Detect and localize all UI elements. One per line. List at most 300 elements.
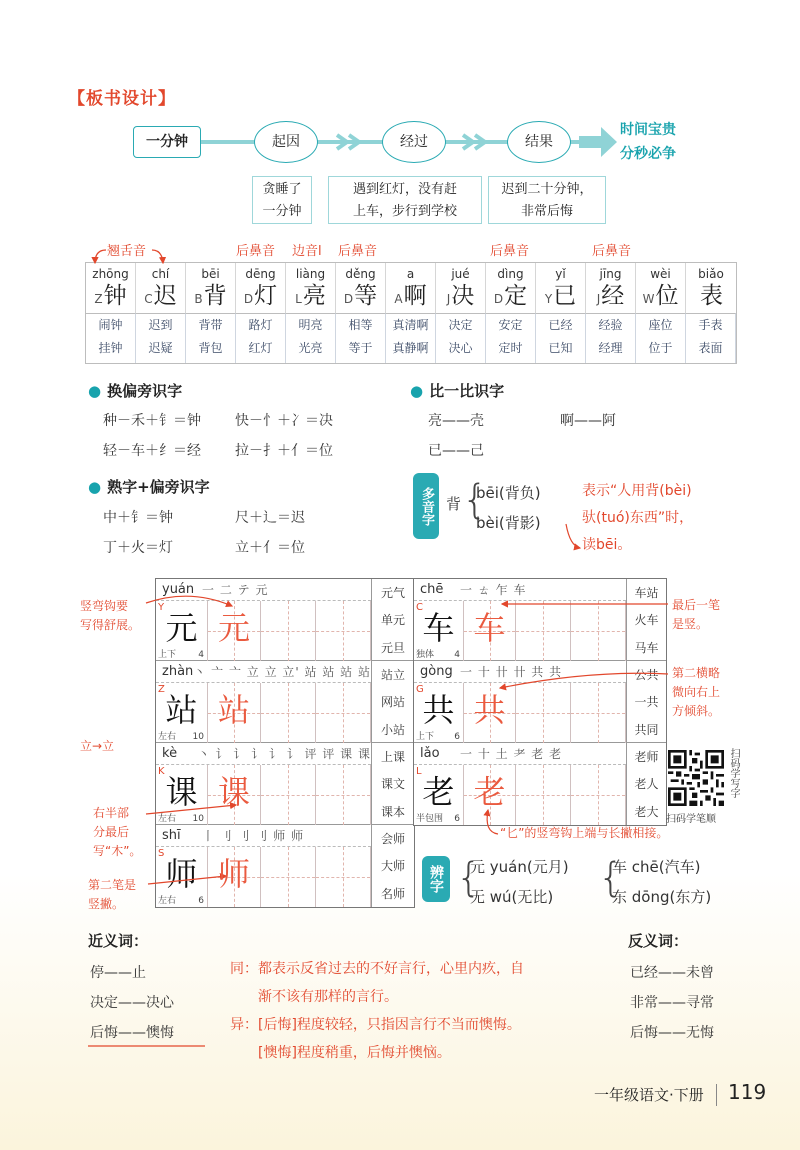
structure-label: 左右 bbox=[158, 814, 177, 824]
antonyms-title: 反义词： bbox=[628, 932, 689, 950]
practice-cell bbox=[516, 601, 571, 661]
writing-tip bbox=[80, 597, 140, 635]
word: 单元 bbox=[380, 613, 405, 628]
tracing-character: 课 bbox=[217, 773, 250, 811]
character: 已 bbox=[553, 283, 577, 309]
words-cell bbox=[336, 313, 386, 363]
compare-pair: 亮——壳 bbox=[428, 413, 484, 429]
stroke-order-strip bbox=[156, 579, 371, 601]
writing-tip bbox=[88, 876, 136, 914]
word: 挂钟 bbox=[98, 341, 123, 355]
word: 相等 bbox=[348, 318, 373, 332]
initial-letter: K bbox=[158, 766, 165, 777]
synonym-pair: 决定——决心 bbox=[90, 995, 174, 1011]
tracing-character: 老 bbox=[473, 773, 506, 811]
writing-row bbox=[414, 743, 666, 825]
distinguish-item: 无 wú(无比) bbox=[470, 888, 554, 906]
character-cell bbox=[86, 263, 136, 313]
character-cell bbox=[336, 263, 386, 313]
character-line bbox=[636, 282, 685, 313]
compare-line bbox=[428, 410, 692, 430]
word: 课文 bbox=[380, 777, 405, 792]
pronunciation-note: 边音l bbox=[292, 244, 322, 259]
initial-letter: C bbox=[416, 602, 423, 613]
tip-line: 竖弯钩要 bbox=[80, 599, 129, 613]
tracing-cell bbox=[208, 683, 261, 743]
word: 老师 bbox=[634, 750, 659, 765]
word: 等于 bbox=[348, 341, 373, 355]
word: 背带 bbox=[198, 318, 223, 332]
compare-line bbox=[428, 440, 560, 460]
writing-row bbox=[156, 743, 414, 825]
initial-letter: L bbox=[416, 766, 422, 777]
tracing-cell bbox=[464, 683, 516, 743]
detail-line: 非常后悔 bbox=[520, 204, 573, 219]
equation-line bbox=[103, 440, 367, 460]
word: 老人 bbox=[634, 777, 659, 792]
book-title: 一年级语文·下册 bbox=[594, 1086, 704, 1104]
words-cell bbox=[486, 313, 536, 363]
words-cell bbox=[186, 313, 236, 363]
words-cell bbox=[86, 313, 136, 363]
word: 火车 bbox=[634, 613, 659, 628]
pinyin: zhōng bbox=[92, 267, 129, 281]
equation: 尺＋辶＝迟 bbox=[235, 510, 305, 526]
stroke-count: 6 bbox=[454, 732, 460, 742]
character-cell bbox=[136, 263, 186, 313]
character-line bbox=[136, 282, 185, 313]
flow-start-box: 一分钟 bbox=[133, 126, 201, 158]
model-character: 共 bbox=[422, 691, 455, 729]
initial-letter: Z bbox=[158, 684, 165, 695]
initial-letter: J bbox=[446, 292, 451, 306]
model-character: 课 bbox=[165, 773, 198, 811]
diff-label: 异： bbox=[230, 1017, 258, 1033]
initial-letter: Z bbox=[94, 292, 103, 306]
character-cell bbox=[586, 263, 636, 313]
character: 决 bbox=[451, 283, 475, 309]
word: 网站 bbox=[380, 695, 405, 710]
word: 明亮 bbox=[298, 318, 323, 332]
pinyin: lǎo bbox=[420, 746, 440, 761]
equation-line bbox=[103, 507, 367, 527]
brace-icon: { bbox=[462, 477, 488, 523]
bullet-icon: ● bbox=[410, 382, 424, 400]
detail-line: 上车，步行到学校 bbox=[352, 204, 457, 219]
writing-grid-right bbox=[413, 578, 667, 826]
synonym-explanation bbox=[230, 955, 524, 1067]
words-cell bbox=[536, 313, 586, 363]
word: 决心 bbox=[448, 341, 473, 355]
character-cell bbox=[286, 263, 336, 313]
flow-conclusion bbox=[620, 118, 676, 166]
flow-stage-result: 结果 bbox=[507, 121, 571, 163]
words-cell bbox=[636, 313, 686, 363]
word: 大师 bbox=[380, 859, 405, 874]
words-cell bbox=[586, 313, 636, 363]
pinyin: zhàn bbox=[162, 664, 194, 679]
word: 表面 bbox=[698, 341, 723, 355]
detail-line: 遇到红灯，没有赶 bbox=[352, 182, 457, 197]
structure-label: 上下 bbox=[158, 650, 177, 660]
stroke-order: 一 ㄊ 乍 车 bbox=[460, 583, 527, 597]
tip-line: 写得舒展。 bbox=[80, 618, 141, 632]
model-character-cell bbox=[414, 601, 464, 661]
initial-letter: C bbox=[144, 292, 153, 306]
word: 决定 bbox=[448, 318, 473, 332]
word: 元气 bbox=[380, 586, 405, 601]
stroke-count: 4 bbox=[198, 650, 204, 660]
pronunciation-note: 后鼻音 bbox=[592, 244, 632, 259]
pinyin: wèi bbox=[650, 267, 671, 281]
tracing-cell bbox=[464, 601, 516, 661]
word: 已经 bbox=[548, 318, 573, 332]
pinyin: chē bbox=[420, 582, 444, 597]
distinguish-item: 元 yuán(元月) bbox=[470, 858, 569, 876]
distinguish-badge: 辨字 bbox=[422, 856, 450, 902]
practice-cell bbox=[261, 601, 316, 661]
model-character-cell bbox=[414, 765, 464, 825]
section-title-known-plus-radical bbox=[88, 476, 210, 497]
qr-code[interactable] bbox=[668, 750, 724, 806]
tip-line: 第二笔是 bbox=[88, 878, 137, 892]
model-character-cell bbox=[414, 683, 464, 743]
model-character: 元 bbox=[165, 609, 198, 647]
initial-letter: Y bbox=[158, 602, 165, 613]
equation: 中＋钅＝钟 bbox=[103, 510, 173, 526]
words-row bbox=[86, 313, 736, 363]
pinyin: yuán bbox=[162, 582, 195, 597]
tracing-cell bbox=[208, 847, 261, 907]
stroke-count: 6 bbox=[198, 896, 204, 906]
character-cell bbox=[236, 263, 286, 313]
practice-cell bbox=[571, 601, 626, 661]
compare-pair: 啊——阿 bbox=[560, 413, 616, 429]
writing-tip bbox=[93, 804, 141, 861]
tip-line: 右半部 bbox=[93, 806, 130, 820]
pronunciation-note: 后鼻音 bbox=[338, 244, 378, 259]
pronunciation-note: 翘舌音 bbox=[107, 244, 147, 259]
character-cell bbox=[686, 263, 736, 313]
brace-icon: { bbox=[456, 855, 482, 901]
character: 经 bbox=[601, 283, 625, 309]
structure-label: 左右 bbox=[158, 896, 177, 906]
qr-label-side: 扫码学写字 bbox=[728, 748, 739, 798]
conclusion-line: 分秒必争 bbox=[620, 146, 676, 162]
flow-stage-cause: 起因 bbox=[254, 121, 318, 163]
pinyin: jīng bbox=[599, 267, 622, 281]
synonyms-title: 近义词： bbox=[88, 932, 149, 950]
word: 老大 bbox=[634, 804, 659, 819]
antonym-pair: 非常——寻常 bbox=[630, 995, 714, 1011]
word: 上课 bbox=[380, 750, 405, 765]
tracing-cell bbox=[208, 601, 261, 661]
word-list bbox=[371, 661, 414, 743]
character-cell bbox=[486, 263, 536, 313]
same-line bbox=[230, 955, 524, 983]
practice-cell bbox=[316, 765, 371, 825]
initial-letter: D bbox=[243, 292, 254, 306]
word-list bbox=[371, 743, 414, 825]
word: 安定 bbox=[498, 318, 523, 332]
tip-line: 最后一笔 bbox=[672, 598, 721, 612]
same-line: 渐不该有那样的言行。 bbox=[258, 989, 398, 1005]
writing-row bbox=[156, 579, 414, 661]
word: 课本 bbox=[380, 804, 405, 819]
tip-line: 分最后 bbox=[93, 825, 130, 839]
word: 座位 bbox=[648, 318, 673, 332]
character-cell bbox=[386, 263, 436, 313]
same-label: 同： bbox=[230, 961, 258, 977]
initial-letter: W bbox=[642, 292, 655, 306]
pinyin: dēng bbox=[245, 267, 276, 281]
structure-label: 左右 bbox=[158, 732, 177, 742]
distinguish-item: 东 dōng(东方) bbox=[612, 888, 712, 906]
character: 定 bbox=[504, 283, 528, 309]
structure-label: 半包围 bbox=[416, 814, 444, 824]
tip-line: 第二横略 bbox=[672, 666, 721, 680]
diff-text: [后悔]程度较轻，只指因言行不当而懊悔。 bbox=[258, 1017, 521, 1033]
word: 小站 bbox=[380, 722, 405, 737]
model-character: 站 bbox=[165, 691, 198, 729]
word: 马车 bbox=[634, 640, 659, 655]
character-line bbox=[336, 282, 385, 313]
big-arrow-icon bbox=[577, 124, 619, 160]
character-line bbox=[86, 282, 135, 313]
detail-line: 一分钟 bbox=[262, 204, 302, 219]
equation: 种－禾＋钅＝钟 bbox=[103, 413, 201, 429]
words-cell bbox=[686, 313, 736, 363]
detail-box-process bbox=[328, 176, 482, 224]
practice-cell bbox=[261, 683, 316, 743]
footer-divider bbox=[716, 1084, 717, 1106]
model-character-cell bbox=[156, 847, 208, 907]
initial-letter: L bbox=[295, 292, 302, 306]
model-character: 师 bbox=[165, 855, 198, 893]
word: 手表 bbox=[698, 318, 723, 332]
model-character: 老 bbox=[422, 773, 455, 811]
stroke-order: 一 十 土 耂 老 老 bbox=[460, 747, 563, 761]
flow-diagram bbox=[133, 120, 623, 168]
character: 等 bbox=[354, 283, 378, 309]
model-character: 车 bbox=[422, 609, 455, 647]
word: 经理 bbox=[598, 341, 623, 355]
word: 真静啊 bbox=[392, 341, 429, 355]
character: 亮 bbox=[302, 283, 326, 309]
character: 位 bbox=[655, 283, 679, 309]
section-title-text: 换偏旁识字 bbox=[107, 382, 183, 400]
synonym-pair: 停——止 bbox=[90, 965, 146, 981]
character-row bbox=[86, 263, 736, 313]
character: 钟 bbox=[103, 283, 127, 309]
initial-letter: S bbox=[158, 848, 165, 859]
practice-cell bbox=[316, 847, 371, 907]
polyphone-reading: bēi(背负) bbox=[476, 484, 541, 502]
writing-grid-left bbox=[155, 578, 415, 908]
equation: 拉－扌＋亻＝位 bbox=[235, 443, 333, 459]
writing-tip bbox=[672, 664, 720, 721]
brace-icon: { bbox=[598, 855, 624, 901]
tracing-character: 车 bbox=[473, 609, 506, 647]
practice-cell bbox=[571, 683, 626, 743]
writing-row bbox=[414, 579, 666, 661]
word-list bbox=[371, 579, 414, 661]
antonym-pair: 后悔——无悔 bbox=[630, 1025, 714, 1041]
character: 灯 bbox=[254, 283, 278, 309]
pinyin: chí bbox=[151, 267, 170, 281]
stroke-count: 4 bbox=[454, 650, 460, 660]
writing-tip: “匕”的竖弯钩上端与长撇相接。 bbox=[500, 826, 669, 840]
pinyin: shī bbox=[162, 828, 181, 843]
compare-pair: 已——己 bbox=[428, 443, 484, 459]
pinyin: liàng bbox=[295, 267, 326, 281]
pinyin: yǐ bbox=[555, 267, 566, 281]
stroke-order-strip bbox=[156, 825, 371, 847]
writing-row bbox=[156, 661, 414, 743]
character-line bbox=[436, 282, 485, 313]
diff-line bbox=[230, 1011, 524, 1039]
character-line bbox=[586, 282, 635, 313]
words-cell bbox=[136, 313, 186, 363]
character-line bbox=[236, 282, 285, 313]
initial-letter: Y bbox=[544, 292, 553, 306]
pronunciation-note: 后鼻音 bbox=[236, 244, 276, 259]
practice-cell bbox=[316, 683, 371, 743]
pinyin: děng bbox=[345, 267, 376, 281]
tip-line: 微向右上 bbox=[672, 685, 721, 699]
word: 背包 bbox=[198, 341, 223, 355]
note-line: 驮(tuó)东西”时， bbox=[582, 510, 694, 526]
word-list bbox=[626, 579, 666, 661]
word: 红灯 bbox=[248, 341, 273, 355]
word: 元旦 bbox=[380, 640, 405, 655]
synonym-pair: 后悔——懊悔 bbox=[90, 1025, 174, 1041]
stroke-order: 丶 亠 亠 立 立 立' 站 站 站 站 bbox=[193, 665, 371, 679]
stroke-order-strip bbox=[414, 743, 626, 765]
bullet-icon: ● bbox=[88, 382, 102, 400]
pinyin: bēi bbox=[201, 267, 220, 281]
word: 定时 bbox=[498, 341, 523, 355]
equation: 丁＋火＝灯 bbox=[103, 540, 173, 556]
word: 真清啊 bbox=[392, 318, 429, 332]
bullet-icon: ● bbox=[88, 478, 102, 496]
words-cell bbox=[236, 313, 286, 363]
section-title-text: 熟字+偏旁识字 bbox=[107, 478, 210, 496]
character-table bbox=[85, 262, 737, 364]
word-list bbox=[626, 661, 666, 743]
model-character-cell bbox=[156, 765, 208, 825]
note-line: 表示“人用背(bèi) bbox=[582, 483, 692, 499]
writing-row bbox=[414, 661, 666, 743]
practice-cell bbox=[516, 765, 571, 825]
word: 会师 bbox=[380, 832, 405, 847]
pinyin: gòng bbox=[420, 664, 453, 679]
tip-line: 写“木”。 bbox=[93, 844, 142, 858]
equation-line bbox=[103, 410, 367, 430]
structure-label: 上下 bbox=[416, 732, 435, 742]
character-cell bbox=[536, 263, 586, 313]
detail-box-result bbox=[488, 176, 606, 224]
character-line bbox=[286, 282, 335, 313]
tip-line: 竖撇。 bbox=[88, 897, 125, 911]
polyphone-badge: 多音字 bbox=[413, 473, 439, 539]
tracing-character: 站 bbox=[217, 691, 250, 729]
equation: 立＋亻＝位 bbox=[235, 540, 305, 556]
tracing-character: 元 bbox=[217, 609, 250, 647]
stroke-order: 一 十 卄 卄 共 共 bbox=[460, 665, 563, 679]
initial-letter: D bbox=[343, 292, 354, 306]
word: 名师 bbox=[380, 886, 405, 901]
word: 位于 bbox=[648, 341, 673, 355]
practice-cell bbox=[571, 765, 626, 825]
words-cell bbox=[286, 313, 336, 363]
stroke-order-strip bbox=[156, 661, 371, 683]
word: 共同 bbox=[634, 722, 659, 737]
pinyin: a bbox=[406, 267, 415, 281]
double-chevron-icon bbox=[457, 132, 497, 152]
polyphone-reading: bèi(背影) bbox=[476, 514, 541, 532]
conclusion-line: 时间宝贵 bbox=[620, 122, 676, 138]
stroke-order-strip bbox=[414, 579, 626, 601]
stroke-order: 丨 刂 刂 刂 师 师 bbox=[202, 829, 305, 843]
model-character-cell bbox=[156, 601, 208, 661]
words-cell bbox=[386, 313, 436, 363]
pinyin: biǎo bbox=[698, 267, 724, 281]
word: 站立 bbox=[380, 668, 405, 683]
character-cell bbox=[636, 263, 686, 313]
word: 已知 bbox=[548, 341, 573, 355]
pinyin: jué bbox=[451, 267, 470, 281]
stroke-count: 10 bbox=[192, 732, 204, 742]
polyphone-char: 背 bbox=[446, 495, 462, 513]
word: 迟疑 bbox=[148, 341, 173, 355]
word: 经验 bbox=[598, 318, 623, 332]
character-line bbox=[536, 282, 585, 313]
word-list bbox=[371, 825, 414, 907]
character-cell bbox=[186, 263, 236, 313]
initial-letter: G bbox=[416, 684, 424, 695]
word: 路灯 bbox=[248, 318, 273, 332]
pinyin: dìng bbox=[497, 267, 524, 281]
polyphone-note bbox=[582, 478, 693, 559]
character: 表 bbox=[700, 283, 723, 309]
writing-row bbox=[156, 825, 414, 907]
equation: 快－忄＋冫＝决 bbox=[235, 413, 333, 429]
page-number: 119 bbox=[728, 1080, 767, 1104]
practice-cell bbox=[316, 601, 371, 661]
flow-stage-process: 经过 bbox=[382, 121, 446, 163]
tip-line: 方倾斜。 bbox=[672, 704, 721, 718]
word: 迟到 bbox=[148, 318, 173, 332]
section-title-text: 比一比识字 bbox=[429, 382, 505, 400]
character-line bbox=[186, 282, 235, 313]
word: 光亮 bbox=[298, 341, 323, 355]
practice-cell bbox=[261, 847, 316, 907]
model-character-cell bbox=[156, 683, 208, 743]
character: 背 bbox=[203, 283, 227, 309]
structure-label: 独体 bbox=[416, 650, 435, 660]
note-line: 读bēi。 bbox=[582, 537, 632, 553]
word: 公共 bbox=[634, 668, 659, 683]
detail-line: 迟到二十分钟， bbox=[501, 182, 593, 197]
words-cell bbox=[436, 313, 486, 363]
word: 闹钟 bbox=[98, 318, 123, 332]
word-list bbox=[626, 743, 666, 825]
qr-label-bottom: 扫码学笔顺 bbox=[666, 814, 716, 825]
initial-letter: A bbox=[394, 292, 403, 306]
double-chevron-icon bbox=[331, 132, 371, 152]
detail-box-cause bbox=[252, 176, 312, 224]
